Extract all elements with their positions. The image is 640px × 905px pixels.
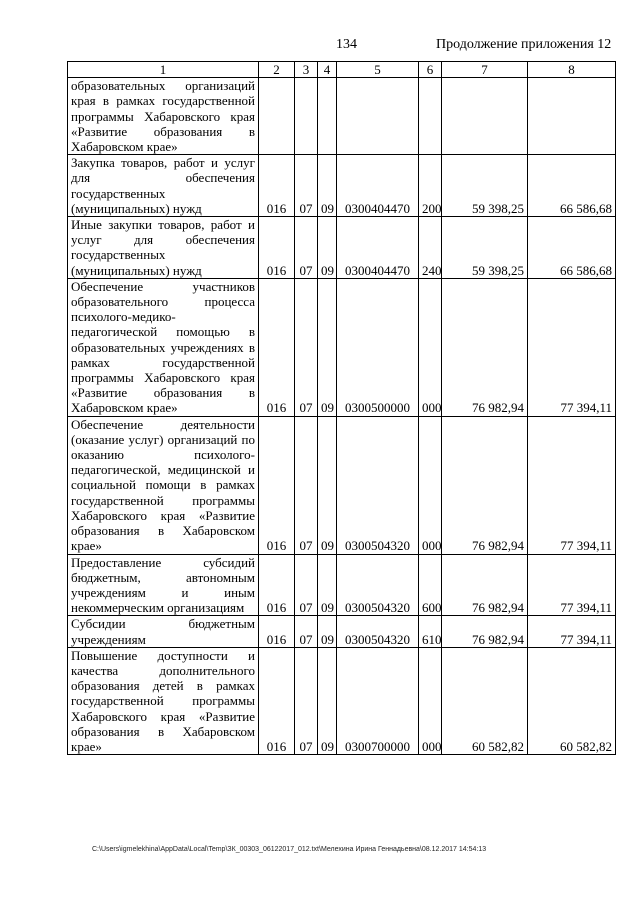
row-cell-c8 <box>528 78 616 155</box>
header-cell: 8 <box>528 62 616 78</box>
row-cell-c5: 0300700000 <box>337 647 419 754</box>
row-cell-c4: 09 <box>318 155 337 217</box>
row-cell-c4: 09 <box>318 616 337 647</box>
row-description: Обеспечение участников образовательного процесса психолого-медико-педагогической помощью в образовательных учреждениях в рамках государственной программы Хабаровского края «Развитие образования в Хабаровском крае» <box>68 278 259 416</box>
row-cell-c3: 07 <box>295 155 318 217</box>
row-cell-c5: 0300404470 <box>337 155 419 217</box>
table-row <box>68 155 616 217</box>
row-description: Обеспечение деятельности (оказание услуг) организаций по оказанию психолого-педагогической, медицинской и социальной помощи в рамках государственной программы Хабаровского края «Развитие образования в Хабаровском крае» <box>68 416 259 554</box>
header-cell: 2 <box>259 62 295 78</box>
row-cell-c8: 77 394,11 <box>528 278 616 416</box>
row-cell-c5 <box>337 78 419 155</box>
row-cell-c4: 09 <box>318 647 337 754</box>
header-cell: 6 <box>419 62 442 78</box>
row-description: Иные закупки товаров, работ и услуг для обеспечения государственных (муниципальных) нужд <box>68 217 259 279</box>
row-cell-c6: 000 <box>419 278 442 416</box>
row-cell-c2: 016 <box>259 416 295 554</box>
header-cell: 1 <box>68 62 259 78</box>
row-cell-c6: 600 <box>419 554 442 616</box>
row-cell-c5: 0300504320 <box>337 554 419 616</box>
row-cell-c7: 76 982,94 <box>442 416 528 554</box>
row-cell-c5: 0300404470 <box>337 217 419 279</box>
row-cell-c2 <box>259 78 295 155</box>
row-cell-c4 <box>318 78 337 155</box>
row-cell-c7: 76 982,94 <box>442 278 528 416</box>
row-cell-c6: 200 <box>419 155 442 217</box>
row-cell-c2: 016 <box>259 616 295 647</box>
row-cell-c3: 07 <box>295 416 318 554</box>
row-cell-c3: 07 <box>295 554 318 616</box>
row-cell-c3 <box>295 78 318 155</box>
row-cell-c2: 016 <box>259 217 295 279</box>
row-cell-c8: 77 394,11 <box>528 616 616 647</box>
row-cell-c3: 07 <box>295 217 318 279</box>
header-cell: 5 <box>337 62 419 78</box>
row-cell-c8: 60 582,82 <box>528 647 616 754</box>
row-description: Предоставление субсидий бюджетным, автономным учреждениям и иным некоммерческим организациям <box>68 554 259 616</box>
row-cell-c4: 09 <box>318 554 337 616</box>
row-cell-c2: 016 <box>259 155 295 217</box>
table-row <box>68 278 616 416</box>
row-cell-c7: 59 398,25 <box>442 217 528 279</box>
appendix-continuation: Продолжение приложения 12 <box>436 37 612 52</box>
row-cell-c2: 016 <box>259 554 295 616</box>
row-cell-c4: 09 <box>318 217 337 279</box>
budget-table <box>67 61 616 755</box>
table-row <box>68 616 616 647</box>
row-cell-c6 <box>419 78 442 155</box>
row-description: образовательных организаций края в рамках государственной программы Хабаровского края «Развитие образования в Хабаровском крае» <box>68 78 259 155</box>
header-cell: 4 <box>318 62 337 78</box>
row-cell-c7: 76 982,94 <box>442 616 528 647</box>
table-row <box>68 416 616 554</box>
row-cell-c7: 59 398,25 <box>442 155 528 217</box>
row-cell-c7: 76 982,94 <box>442 554 528 616</box>
row-cell-c3: 07 <box>295 278 318 416</box>
table-row <box>68 78 616 155</box>
row-cell-c5: 0300500000 <box>337 278 419 416</box>
table-row <box>68 554 616 616</box>
page-number: 134 <box>336 37 357 52</box>
row-cell-c3: 07 <box>295 616 318 647</box>
row-cell-c7 <box>442 78 528 155</box>
row-cell-c5: 0300504320 <box>337 616 419 647</box>
row-cell-c2: 016 <box>259 647 295 754</box>
row-cell-c6: 000 <box>419 416 442 554</box>
header-row <box>68 62 616 78</box>
table-row <box>68 217 616 279</box>
row-cell-c4: 09 <box>318 278 337 416</box>
row-cell-c3: 07 <box>295 647 318 754</box>
row-cell-c6: 000 <box>419 647 442 754</box>
header-cell: 7 <box>442 62 528 78</box>
row-cell-c5: 0300504320 <box>337 416 419 554</box>
table-row <box>68 647 616 754</box>
row-description: Повышение доступности и качества дополнительного образования детей в рамках государственной программы Хабаровского края «Развитие образования в Хабаровском крае» <box>68 647 259 754</box>
row-cell-c2: 016 <box>259 278 295 416</box>
row-cell-c4: 09 <box>318 416 337 554</box>
row-description: Субсидии бюджетным учреждениям <box>68 616 259 647</box>
header-cell: 3 <box>295 62 318 78</box>
row-cell-c8: 77 394,11 <box>528 554 616 616</box>
row-description: Закупка товаров, работ и услуг для обеспечения государственных (муниципальных) нужд <box>68 155 259 217</box>
row-cell-c6: 610 <box>419 616 442 647</box>
file-path-footer: C:\Users\igmelekhina\AppData\Local\Temp\ЗК_00303_06122017_012.txt\Мелехина Ирина Геннадьевна\08.12.2017 14:54:13 <box>92 846 487 853</box>
row-cell-c6: 240 <box>419 217 442 279</box>
row-cell-c8: 66 586,68 <box>528 217 616 279</box>
row-cell-c8: 66 586,68 <box>528 155 616 217</box>
row-cell-c8: 77 394,11 <box>528 416 616 554</box>
row-cell-c7: 60 582,82 <box>442 647 528 754</box>
